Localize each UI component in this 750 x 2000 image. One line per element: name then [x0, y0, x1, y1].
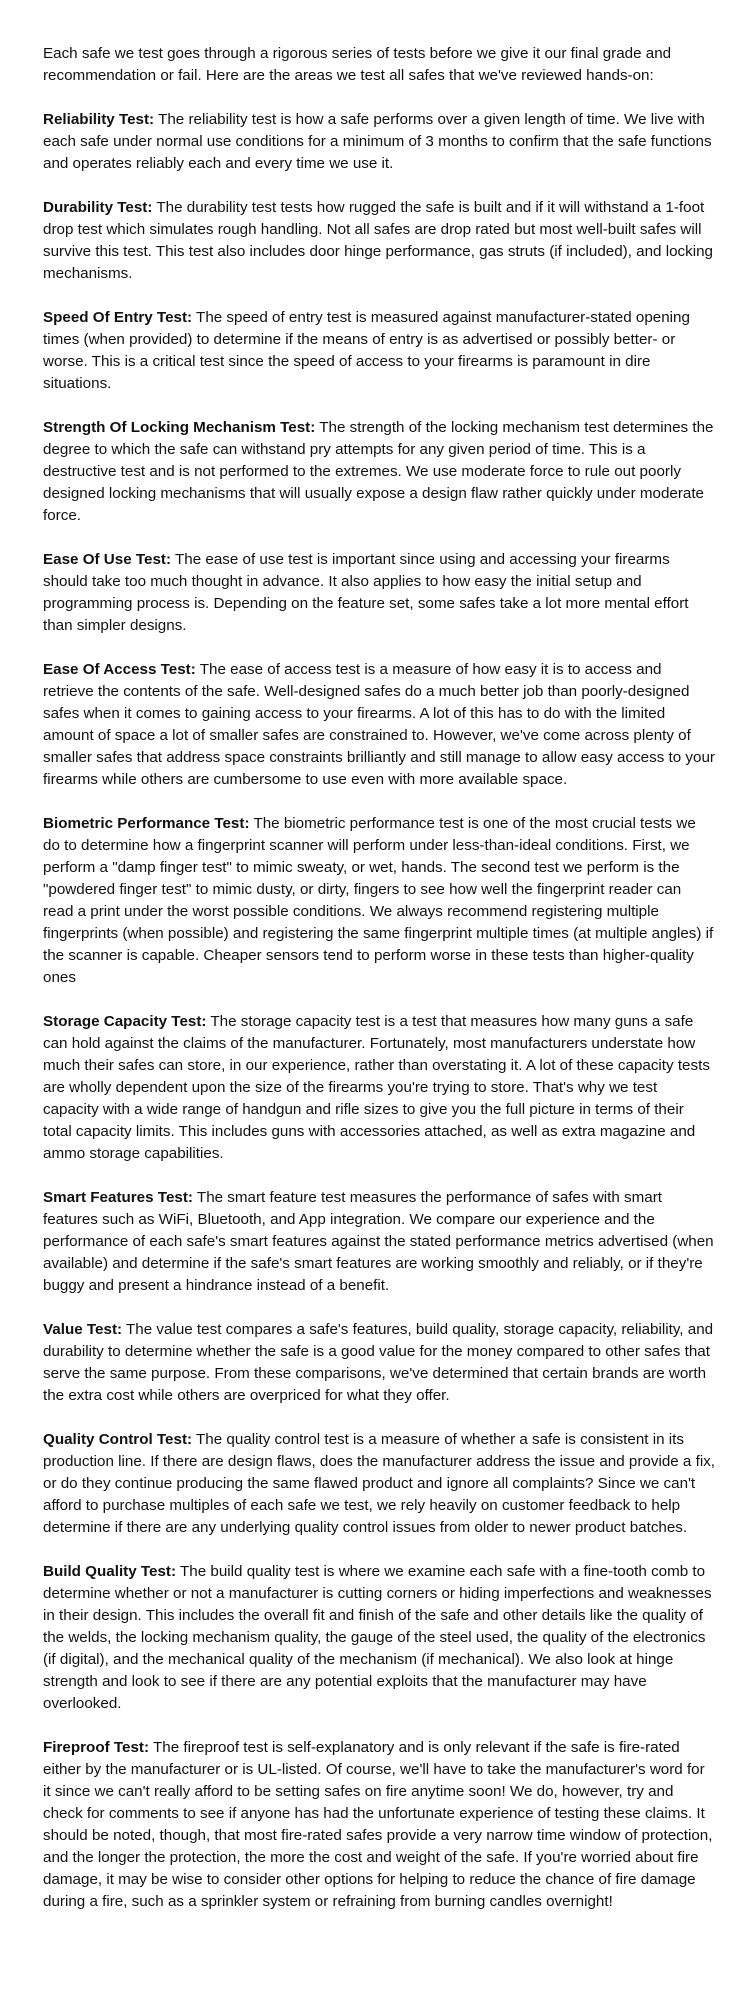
- section-smart-features-test: [43, 1187, 715, 1297]
- section-title: Ease Of Use Test:: [43, 551, 172, 568]
- section-title: Biometric Performance Test:: [43, 815, 250, 832]
- section-body: The reliability test is how a safe performs over a given length of time. We live with each safe under normal use conditions for a minimum of 3 months to confirm that the safe functions and operates reliably each and every time we use it.: [43, 111, 712, 172]
- section-storage-capacity-test: [43, 1011, 715, 1165]
- section-quality-control-test: [43, 1429, 715, 1539]
- section-durability-test: [43, 197, 715, 285]
- section-title: Quality Control Test:: [43, 1431, 193, 1448]
- section-body: The quality control test is a measure of whether a safe is consistent in its production line. If there are design flaws, does the manufacturer address the issue and provide a fix, or do they continue producing the same flawed product and ignore all complaints? Since we can't afford to purchase multiples of each safe we test, we rely heavily on customer feedback to help determine if there are any underlying quality control issues from older to newer product batches.: [43, 1431, 716, 1536]
- section-body: The storage capacity test is a test that measures how many guns a safe can hold against the claims of the manufacturer. Fortunately, most manufacturers understate how much their safes can store, in our experience, rather than overstating it. A lot of these capacity tests are wholly dependent upon the size of the firearms you're trying to store. That's why we test capacity with a wide range of handgun and rifle sizes to give you the full picture in terms of their total capacity limits. This includes guns with accessories attached, as well as extra magazine and ammo storage capabilities.: [43, 1013, 710, 1162]
- section-body: The value test compares a safe's features, build quality, storage capacity, reliability, and durability to determine whether the safe is a good value for the money compared to other safes that serve the same purpose. From these comparisons, we've determined that certain brands are worth the extra cost while others are overpriced for what they offer.: [43, 1321, 714, 1404]
- section-title: Strength Of Locking Mechanism Test:: [43, 419, 316, 436]
- section-title: Value Test:: [43, 1321, 123, 1338]
- article-body: [43, 43, 715, 1935]
- section-body: The strength of the locking mechanism test determines the degree to which the safe can withstand pry attempts for any given period of time. This is a destructive test and is not performed to the extremes. We use moderate force to rule out poorly designed locking mechanisms that will usually expose a design flaw rather quickly under moderate force.: [43, 419, 714, 524]
- section-title: Fireproof Test:: [43, 1739, 150, 1756]
- section-title: Durability Test:: [43, 199, 153, 216]
- section-speed-of-entry-test: [43, 307, 715, 395]
- section-title: Build Quality Test:: [43, 1563, 177, 1580]
- section-title: Storage Capacity Test:: [43, 1013, 207, 1030]
- section-build-quality-test: [43, 1561, 715, 1715]
- section-title: Speed Of Entry Test:: [43, 309, 193, 326]
- section-fireproof-test: [43, 1737, 715, 1913]
- intro-paragraph: Each safe we test goes through a rigorous series of tests before we give it our final grade and recommendation or fail. Here are the areas we test all safes that we've reviewed hands-on:: [43, 45, 672, 84]
- section-value-test: [43, 1319, 715, 1407]
- section-biometric-performance-test: [43, 813, 715, 989]
- section-ease-of-use-test: [43, 549, 715, 637]
- section-body: The fireproof test is self-explanatory and is only relevant if the safe is fire-rated either by the manufacturer or is UL-listed. Of course, we'll have to take the manufacturer's word for it since we can't really afford to be setting safes on fire anytime soon! We do, however, try and check for comments to see if anyone has had the unfortunate experience of testing these claims. It should be noted, though, that most fire-rated safes provide a very narrow time window of protection, and the longer the protection, the more the cost and weight of the safe. If you're worried about fire damage, it may be wise to consider other options for helping to reduce the chance of fire damage during a fire, such as a sprinkler system or refraining from burning candles overnight!: [43, 1739, 713, 1910]
- section-body: The durability test tests how rugged the safe is built and if it will withstand a 1-foot drop test which simulates rough handling. Not all safes are drop rated but most well-built safes will survive this test. This test also includes door hinge performance, gas struts (if included), and locking mechanisms.: [43, 199, 713, 282]
- section-body: The ease of use test is important since using and accessing your firearms should take too much thought in advance. It also applies to how easy the initial setup and programming process is. Depending on the feature set, some safes take a lot more mental effort than simpler designs.: [43, 551, 689, 634]
- section-ease-of-access-test: [43, 659, 715, 791]
- section-body: The smart feature test measures the performance of safes with smart features such as WiFi, Bluetooth, and App integration. We compare our experience and the performance of each safe's smart features against the stated performance metrics advertised (when available) and determine if the safe's smart features are working smoothly and reliably, or if they're buggy and present a hindrance instead of a benefit.: [43, 1189, 714, 1294]
- section-reliability-test: [43, 109, 715, 175]
- section-locking-mechanism-test: [43, 417, 715, 527]
- section-title: Smart Features Test:: [43, 1189, 193, 1206]
- section-body: The speed of entry test is measured against manufacturer-stated opening times (when provided) to determine if the means of entry is as advertised or possibly better- or worse. This is a critical test since the speed of access to your firearms is paramount in dire situations.: [43, 309, 690, 392]
- section-body: The biometric performance test is one of the most crucial tests we do to determine how a fingerprint scanner will perform under less-than-ideal conditions. First, we perform a "damp finger test" to mimic sweaty, or wet, hands. The second test we perform is the "powdered finger test" to mimic dusty, or dirty, fingers to see how well the fingerprint reader can read a print under the worst possible conditions. We always recommend registering multiple fingerprints (when possible) and registering the same fingerprint multiple times (at multiple angles) if the scanner is capable. Cheaper sensors tend to perform worse in these tests than higher-quality ones: [43, 815, 714, 986]
- section-body: The ease of access test is a measure of how easy it is to access and retrieve the contents of the safe. Well-designed safes do a much better job than poorly-designed safes when it comes to gaining access to your firearms. A lot of this has to do with the limited amount of space a lot of smaller safes are constrained to. However, we've come across plenty of smaller safes that address space constraints brilliantly and still manage to allow easy access to your firearms while others are cumbersome to use even with more available space.: [43, 661, 715, 788]
- section-body: The build quality test is where we examine each safe with a fine-tooth comb to determine whether or not a manufacturer is cutting corners or hiding imperfections and weaknesses in their design. This includes the overall fit and finish of the safe and other details like the quality of the welds, the locking mechanism quality, the gauge of the steel used, the quality of the electronics (if digital), and the mechanical quality of the mechanism (if mechanical). We also look at hinge strength and look to see if there are any potential exploits that the manufacturer may have overlooked.: [43, 1563, 712, 1712]
- section-title: Ease Of Access Test:: [43, 661, 196, 678]
- section-title: Reliability Test:: [43, 111, 155, 128]
